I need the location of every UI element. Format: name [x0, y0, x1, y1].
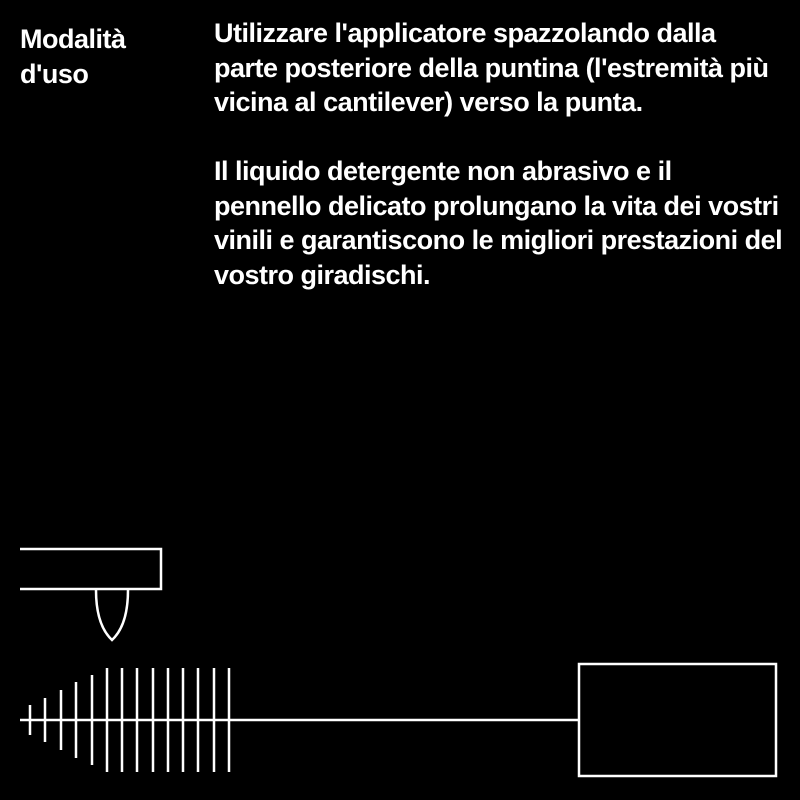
instruction-paragraph-1: Utilizzare l'applicatore spazzolando dalla parte posteriore della puntina (l'estremità più vicina al cantilever) verso la punta.	[214, 18, 769, 117]
brush-applicator-icon	[20, 664, 776, 776]
section-title: Modalità d'uso	[20, 24, 126, 89]
instruction-paragraph-2: Il liquido detergente non abrasivo e il pennello delicato prolungano la vita dei vostri vinili e garantiscono le migliori prestazioni del vostro giradischi.	[214, 156, 783, 290]
cartridge-icon	[20, 549, 161, 589]
stylus-tip-icon	[96, 590, 128, 640]
